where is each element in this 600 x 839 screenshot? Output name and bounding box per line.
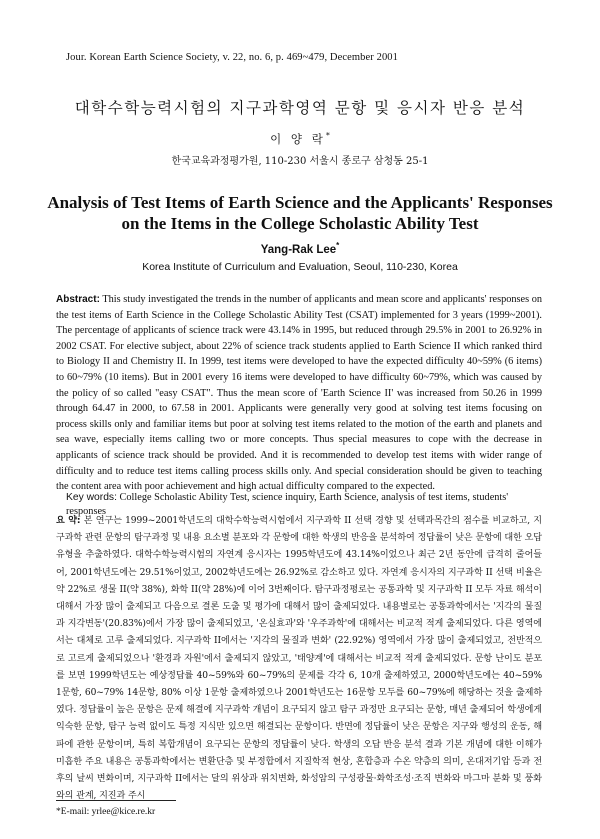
- korean-summary-label: 요 약:: [56, 516, 81, 526]
- korean-summary: [56, 513, 542, 805]
- english-affiliation: Korea Institute of Curriculum and Evaluation, Seoul, 110-230, Korea: [142, 261, 458, 273]
- korean-affiliation: 한국교육과정평가원, 110-230 서울시 종로구 삼청동 25-1: [171, 156, 429, 167]
- footnote-divider: [56, 800, 176, 801]
- abstract-text: This study investigated the trends in the number of applicants and mean score and applicants' responses on the test items of Earth Science in the College Scholastic Ability Test (CSAT) implemented for 3 years (1999~2001). The percentage of applicants of science track were 43.14% in 1995, but reduced through 29.5% in 2001 to 26.92% in 2002 CSAT. For elective subject, about 22% of science track students applied to Earth Science II which ranked third to Biology II and Chemistry II. In 1999, test items were developed to have the expected difficulty 40~59% (6 items) to 60~79% (10 items). But in 2001 every 16 items were developed to have difficulty 60~79%, which was caused by the policy of so called "easy CSAT". Thus the mean score of 'Earth Science II' was increased from 50.26 in 1999 through 64.47 in 2000, to 67.58 in 2001. Applicants were generally very good at solving test items focusing on process skills only and familiar items but poor at solving test items related to the motion of the earth and planets and sea wave, especially items calling two or more concepts. Thus special measures to cope with the decrease in applicants of science track should be provided. And it is recommended to develop test items with wider range of difficulty and to reduce test items calling process skills only. And special consideration should be given to teaching the content area with poor achievement and high actual difficulty compared to the expected.: [56, 294, 542, 493]
- korean-summary-text: 본 연구는 1999~2001학년도의 대학수학능력시험에서 지구과학 II 선택 경향 및 선택과목간의 점수를 비교하고, 지구과학 관련 문항의 탐구과정 및 내용 요소별 분포와 각 문항에 대한 학생의 반응을 분석하여 정답률이 낮은 문항에 대한 오답 유형을 추출하였다. 대학수학능력시험의 자연계 응시자는 1995학년도에 43.14%이었으나 최근 2년 동안에 급격히 줄어들어, 2001학년도에는 29.51%이었고, 2002학년도에는 26.92%로 감소하고 있다. 자연계 응시자의 지구과학 II 선택 비율은 약 22%로 생물 II(약 38%), 화학 II(약 28%)에 이어 3번째이다. 탐구과정평로는 공통과학 및 지구과학 II 모두 자료 해석이 대해서 가장 많이 출제되고 다음으로 결론 도출 및 평가에 대해서 많이 출제되었다. 내용별로는 공통과학에서는 '지각의 물질과 지각변동'(20.83%)에서 가장 많이 출제되었고, '온실효과'와 '우주과학'에 대해서는 비교적 적게 출제되었다. 다른 영역에서는 대체로 고루 출제되었다. 지구과학 II에서는 '지각의 물질과 변화' (22.92%) 영역에서 가장 많이 출제되었고, 전반적으로 고르게 출제되었으나 '환경과 자원'에서 출제되지 않았고, '태양계'에 대해서는 비교적 적게 출제되었다. 문항 난이도 분포를 보면 1999학년도는 예상정답률 40~59%와 60~79%의 문제를 각각 6, 10개 출제하였고, 2000학년도에는 40~59% 1문항, 60~79% 14문항, 80% 이상 1문항 출제하였으나 2001학년도는 16문항 모두를 60~79%에 해당하는 것을 출제하였다. 정답률이 높은 문항은 문제 해결에 지구과학 개념이 요구되지 않고 탐구 과정만 요구되는 문항, 매년 출제되어 학생에게 익숙한 문항, 탐구 능력 없이도 특정 지식만 있으면 해결되는 문항이다. 반면에 정답률이 낮은 문항은 지구와 행성의 운동, 해파에 관한 문항이며, 특히 복합개념이 요구되는 문항의 정답률이 낮다. 학생의 오답 반응 분석 결과 기본 개념에 대한 이해가 미흡한 주요 내용은 공통과학에서는 변환단층 및 부정합에서 지질학적 현상, 혼합층과 수온 약층의 의미, 온대저기압 등과 전후의 날씨 변화이며, 지구과학 II에서는 달의 위상과 위치변화, 화성암의 구성광물·화학조성·조직 변화와 마그마 분화 및 풍화와의 관계, 지진과 주시: [56, 516, 542, 802]
- english-author-name: Yang-Rak Lee: [260, 243, 337, 256]
- abstract-label: Abstract:: [56, 294, 100, 305]
- korean-author-name: 이 양 락: [270, 132, 326, 146]
- footnote-email: *E-mail: yrlee@kice.re.kr: [56, 807, 156, 817]
- english-abstract: [56, 292, 542, 495]
- english-title: Analysis of Test Items of Earth Science and the Applicants' Responses on the Items in the College Scholastic Ability Test: [47, 193, 553, 233]
- english-author: [0, 241, 600, 256]
- korean-author-mark: *: [325, 131, 330, 141]
- english-author-mark: *: [336, 241, 340, 250]
- korean-author: [0, 131, 600, 147]
- keywords-text: College Scholastic Ability Test, science inquiry, Earth Science, analysis of test items, students' responses: [66, 492, 509, 517]
- journal-reference: Jour. Korean Earth Science Society, v. 22, no. 6, p. 469~479, December 2001: [66, 52, 398, 63]
- keywords-label: Key words:: [66, 492, 117, 503]
- korean-title: 대학수학능력시험의 지구과학영역 문항 및 응시자 반응 분석: [74, 99, 526, 117]
